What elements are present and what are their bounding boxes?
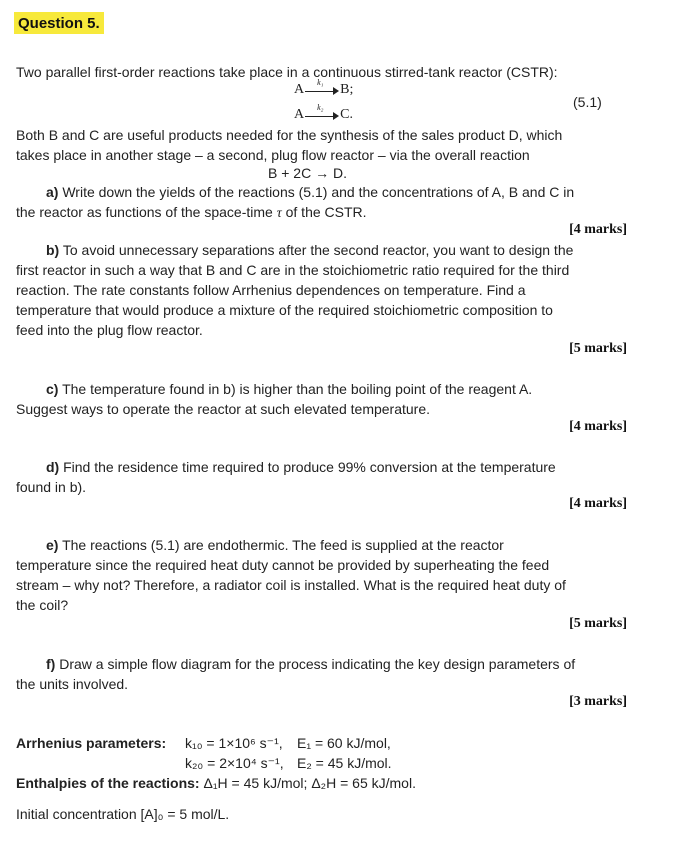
part-b-line2: first reactor in such a way that B and C are in the stoichiometric ratio required for the third	[16, 262, 570, 278]
reaction-1	[294, 78, 354, 98]
tau-symbol: τ	[276, 206, 282, 221]
part-d-marks: [4 marks]	[569, 496, 627, 511]
part-e-marks: [5 marks]	[569, 616, 627, 631]
enthalpy-values: Δ₁H = 45 kJ/mol; Δ₂H = 65 kJ/mol.	[203, 775, 416, 791]
part-b-line3: reaction. The rate constants follow Arrhenius dependences on temperature. Find a	[16, 282, 526, 298]
reaction-1-reactant: A	[294, 82, 305, 97]
part-b-line4: temperature that would produce a mixture of the required stoichiometric composition to	[16, 302, 553, 318]
part-f-label: f)	[46, 656, 56, 672]
part-f-marks: [3 marks]	[569, 694, 627, 709]
k20-value: k₂₀ = 2×10⁴ s⁻¹,	[185, 755, 284, 771]
part-c-line1: c) The temperature found in b) is higher than the boiling point of the reagent A.	[46, 381, 533, 397]
part-a-line1: a) Write down the yields of the reactions (5.1) and the concentrations of A, B and C in	[46, 184, 575, 200]
part-d-line1: d) Find the residence time required to produce 99% conversion at the temperature	[46, 459, 556, 475]
k10-value: k₁₀ = 1×10⁶ s⁻¹,	[185, 735, 283, 751]
part-e-line4: the coil?	[16, 597, 69, 613]
part-c-label: c)	[46, 381, 59, 397]
rate-constant-k2: k₂	[317, 103, 324, 112]
para2-line2: takes place in another stage – a second, plug flow reactor – via the overall reaction	[16, 147, 530, 163]
part-d-line2: found in b).	[16, 479, 87, 495]
part-a-line2: the reactor as functions of the space-time τ of the CSTR.	[16, 204, 367, 221]
reaction-2	[294, 103, 353, 123]
equation-number: (5.1)	[573, 94, 602, 110]
initial-concentration: Initial concentration [A]₀ = 5 mol/L.	[16, 806, 230, 822]
rate-constant-k1: k₁	[317, 78, 324, 87]
E1-value: E₁ = 60 kJ/mol,	[297, 735, 391, 751]
part-a-label: a)	[46, 184, 59, 200]
part-e-line2: temperature since the required heat duty cannot be provided by superheating the feed	[16, 557, 550, 573]
part-b-line1: b) To avoid unnecessary separations after the second reactor, you want to design the	[46, 242, 574, 258]
arrhenius-label: Arrhenius parameters:	[16, 735, 167, 751]
E2-value: E₂ = 45 kJ/mol.	[297, 755, 392, 771]
part-d-label: d)	[46, 459, 60, 475]
part-b-line5: feed into the plug flow reactor.	[16, 322, 203, 338]
enthalpy-line	[16, 773, 416, 793]
arrow-icon	[305, 78, 339, 95]
enthalpy-label: Enthalpies of the reactions:	[16, 775, 200, 791]
reaction-2-product: C.	[340, 107, 353, 122]
part-f-line2: the units involved.	[16, 676, 129, 692]
question-title: Question 5.	[14, 12, 104, 34]
overall-reaction: B + 2C → D.	[268, 165, 347, 181]
part-f-line1: f) Draw a simple flow diagram for the process indicating the key design parameters of	[46, 656, 576, 672]
part-b-label: b)	[46, 242, 60, 258]
part-a-marks: [4 marks]	[569, 222, 627, 237]
part-e-line3: stream – why not? Therefore, a radiator coil is installed. What is the required heat duty of	[16, 577, 566, 593]
arrow-icon	[305, 103, 339, 120]
intro-text: Two parallel first-order reactions take place in a continuous stirred-tank reactor (CSTR):	[16, 64, 558, 80]
part-c-marks: [4 marks]	[569, 419, 627, 434]
reaction-1-product: B;	[340, 82, 354, 97]
part-c-line2: Suggest ways to operate the reactor at such elevated temperature.	[16, 401, 431, 417]
part-e-line1: e) The reactions (5.1) are endothermic. The feed is supplied at the reactor	[46, 537, 504, 553]
reaction-2-reactant: A	[294, 107, 305, 122]
part-b-marks: [5 marks]	[569, 341, 627, 356]
para2-line1: Both B and C are useful products needed for the synthesis of the sales product D, which	[16, 127, 563, 143]
part-e-label: e)	[46, 537, 59, 553]
